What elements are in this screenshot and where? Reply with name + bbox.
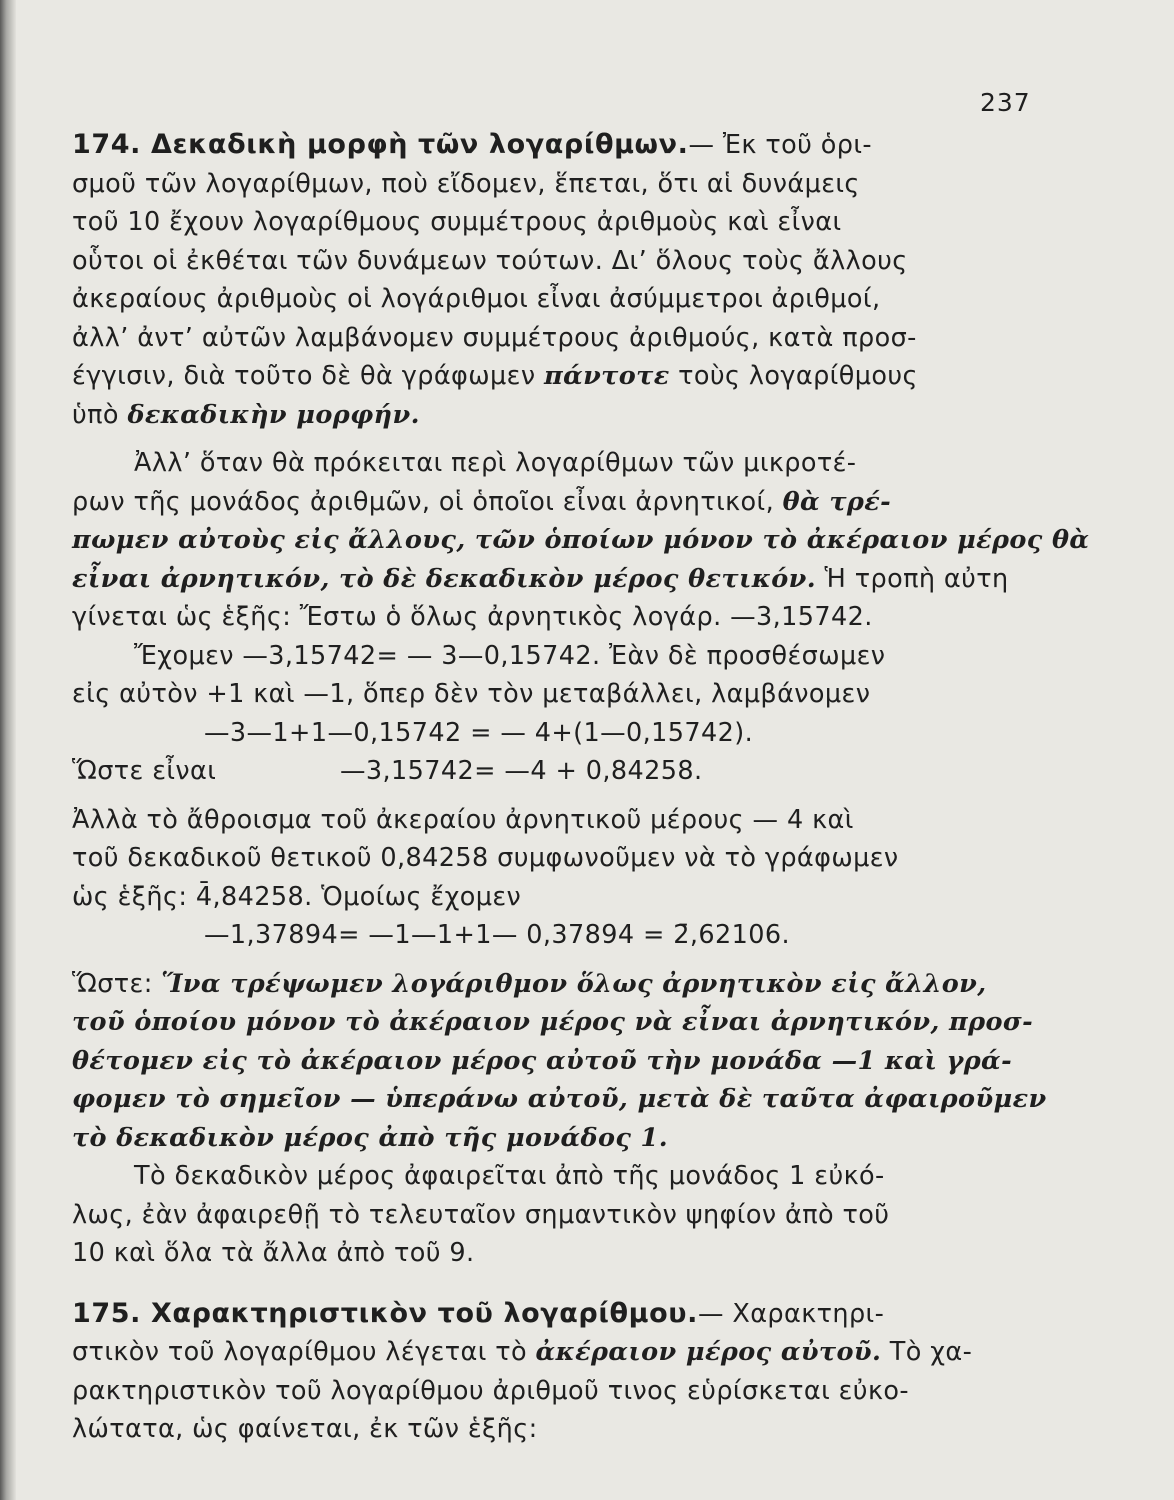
- equation-3: —1,37894= —1—1+1— 0,37894 = 2̄,62106.: [204, 920, 791, 950]
- section-175-line-1: 175. Χαρακτηριστικὸν τοῦ λογαρίθμου.— Χαρακτηρι-: [72, 1297, 885, 1329]
- page-number: 237: [980, 88, 1031, 117]
- equation-1: —3—1+1—0,15742 = — 4+(1—0,15742).: [204, 717, 754, 748]
- emphasis-line: πωμεν αὐτοὺς εἰς ἄλλους, τῶν ὁποίων μόνον τὸ ἀκέραιον μέρος θὰ: [72, 525, 1090, 555]
- paragraph-5-line-1: Τὸ δεκαδικὸν μέρος ἀφαιρεῖται ἀπὸ τῆς μονάδος 1 εὐκό-: [134, 1161, 885, 1191]
- text-line: στικὸν τοῦ λογαρίθμου λέγεται τὸ ἀκέραιον μέρος αὐτοῦ. Τὸ χα-: [72, 1337, 973, 1367]
- text-line: ρων τῆς μονάδος ἀριθμῶν, οἱ ὁποῖοι εἶναι ἀρνητικοί, θὰ τρέ-: [72, 486, 892, 517]
- emphasis: ἀκέραιον μέρος αὐτοῦ.: [535, 1337, 882, 1367]
- text-line: Ἀλλὰ τὸ ἄθροισμα τοῦ ἀκεραίου ἀρνητικοῦ μέρους — 4 καὶ: [72, 804, 854, 835]
- text-line: ἀκεραίους ἀριθμοὺς οἱ λογάριθμοι εἶναι ἀσύμμετροι ἀριθμοί,: [72, 284, 881, 314]
- text-line: ρακτηριστικὸν τοῦ λογαρίθμου ἀριθμοῦ τινος εὑρίσκεται εὐκο-: [72, 1375, 909, 1406]
- paragraph-3-line-1: Ἔχομεν —3,15742= — 3—0,15742. Ἐὰν δὲ προσθέσωμεν: [134, 640, 886, 671]
- text-line: ὡς ἑξῆς: 4̄,84258. Ὁμοίως ἔχομεν: [72, 881, 522, 912]
- text-line: τοῦ 10 ἔχουν λογαρίθμους συμμέτρους ἀριθμοὺς καὶ εἶναι: [72, 207, 842, 237]
- emphasis: πάντοτε: [544, 361, 670, 391]
- text-line: οὗτοι οἱ ἐκθέται τῶν δυνάμεων τούτων. Δι’ ὅλους τοὺς ἄλλους: [72, 245, 908, 276]
- text-line: εἰς αὐτὸν +1 καὶ —1, ὅπερ δὲν τὸν μεταβάλλει, λαμβάνομεν: [72, 679, 871, 709]
- emphasis: δεκαδικὴν μορφήν.: [127, 399, 420, 430]
- section-174-heading: 174. Δεκαδικὴ μορφὴ τῶν λογαρίθμων.: [72, 129, 689, 160]
- emphasis: θὰ τρέ-: [782, 486, 892, 517]
- text-line: ὑπὸ δεκαδικὴν μορφήν.: [72, 399, 420, 430]
- text-line: γίνεται ὡς ἑξῆς: Ἔστω ὁ ὅλως ἀρνητικὸς λογάρ. —3,15742.: [72, 602, 873, 632]
- emphasis: εἶναι ἀρνητικόν, τὸ δὲ δεκαδικὸν μέρος θετικόν.: [72, 563, 817, 594]
- text-line: εἶναι ἀρνητικόν, τὸ δὲ δεκαδικὸν μέρος θετικόν. Ἡ τροπὴ αὐτη: [72, 563, 1009, 594]
- text-line: λώτατα, ὡς φαίνεται, ἐκ τῶν ἑξῆς:: [72, 1414, 538, 1444]
- text-line: ἀλλ’ ἀντ’ αὐτῶν λαμβάνομεν συμμέτρους ἀριθμούς, κατὰ προσ-: [72, 322, 917, 353]
- rule-line: τὸ δεκαδικὸν μέρος ἀπὸ τῆς μονάδος 1.: [72, 1122, 668, 1153]
- paragraph-2-line-1: Ἀλλ’ ὅταν θὰ πρόκειται περὶ λογαρίθμων τῶν μικροτέ-: [134, 448, 857, 478]
- text-line: έγγισιν, διὰ τοῦτο δὲ θὰ γράφωμεν πάντοτε τοὺς λογαρίθμους: [72, 361, 918, 391]
- text-line: 10 καὶ ὅλα τὰ ἄλλα ἀπὸ τοῦ 9.: [72, 1238, 475, 1268]
- equation-2: Ὥστε εἶναι —3,15742= —4 + 0,84258.: [72, 756, 703, 786]
- text-line: λως, ἐὰν ἀφαιρεθῇ τὸ τελευταῖον σημαντικὸν ψηφίον ἀπὸ τοῦ: [72, 1199, 890, 1230]
- page-body: [72, 126, 1090, 1449]
- section-175-heading: 175. Χαρακτηριστικὸν τοῦ λογαρίθμου.: [72, 1297, 698, 1329]
- rule-line: θέτομεν εἰς τὸ ἀκέραιον μέρος αὐτοῦ τὴν μονάδα —1 καὶ γρά-: [72, 1045, 1013, 1076]
- section-174-line-1: 174. Δεκαδικὴ μορφὴ τῶν λογαρίθμων.— Ἐκ τοῦ ὁρι-: [72, 129, 872, 160]
- rule-line: τοῦ ὁποίου μόνον τὸ ἀκέραιον μέρος νὰ εἶναι ἀρνητικόν, προσ-: [72, 1007, 1034, 1037]
- rule-line: φομεν τὸ σημεῖον — ὑπεράνω αὐτοῦ, μετὰ δὲ ταῦτα ἀφαιροῦμεν: [72, 1084, 1047, 1114]
- text-line: τοῦ δεκαδικοῦ θετικοῦ 0,84258 συμφωνοῦμεν νὰ τὸ γράφωμεν: [72, 843, 899, 873]
- text-line: σμοῦ τῶν λογαρίθμων, ποὺ εἴδομεν, ἕπεται, ὅτι αἱ δυνάμεις: [72, 168, 860, 199]
- page-edge-shadow: [0, 0, 16, 1500]
- emphasis: Ἵνα τρέψωμεν λογάριθμον ὅλως ἀρνητικὸν εἰς ἄλλον,: [161, 968, 987, 999]
- rule-line-1: Ὥστε: Ἵνα τρέψωμεν λογάριθμον ὅλως ἀρνητικὸν εἰς ἄλλον,: [72, 968, 987, 999]
